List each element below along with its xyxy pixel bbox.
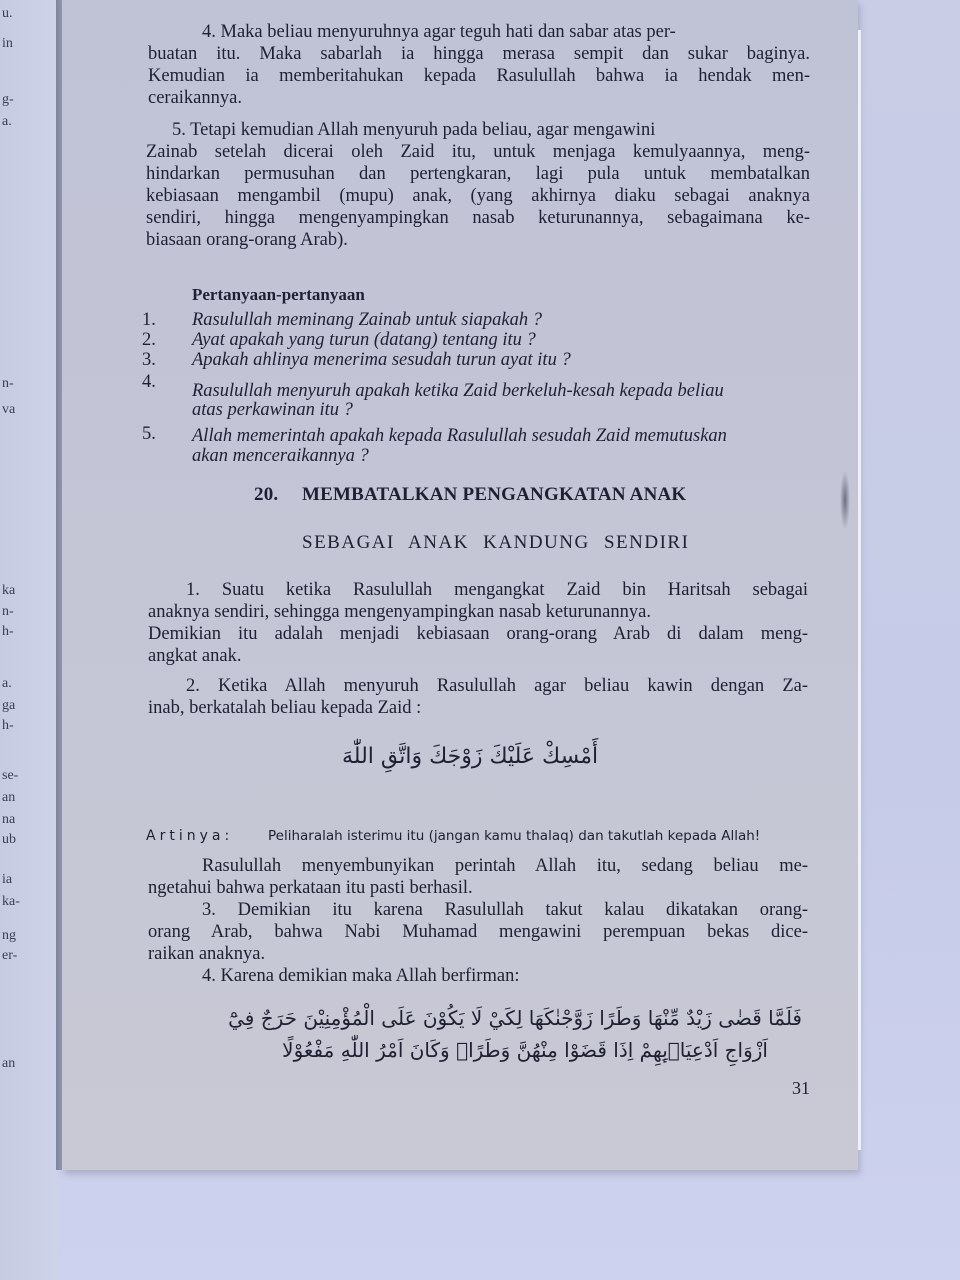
question-text: akan menceraikannya ? <box>192 446 369 466</box>
facing-page-text-fragment: n- <box>2 604 14 619</box>
facing-page-text-fragment: va <box>2 402 16 417</box>
text-line: raikan anaknya. <box>148 944 266 964</box>
facing-page-text-fragment: ga <box>2 698 16 713</box>
text-line: 4. Maka beliau menyuruhnya agar teguh hati dan sabar atas per- <box>202 22 676 42</box>
question-text: atas perkawinan itu ? <box>192 400 353 420</box>
text-line: ceraikannya. <box>148 88 242 108</box>
question-text: Apakah ahlinya menerima sesudah turun ayat itu ? <box>192 350 571 370</box>
question-text: Ayat apakah yang turun (datang) tentang itu ? <box>192 330 536 350</box>
text-line: 5. Tetapi kemudian Allah menyuruh pada beliau, agar mengawini <box>172 120 656 140</box>
text-line: Kemudian ia memberitahukan kepada Rasulullah bahwa ia hendak men- <box>148 66 810 86</box>
text-line: Zainab setelah dicerai oleh Zaid itu, untuk menjaga kemulyaannya, meng- <box>146 142 810 162</box>
text-line: orang Arab, bahwa Nabi Muhamad mengawini perempuan bekas dice- <box>148 922 808 942</box>
facing-page-text-fragment: ub <box>2 832 16 847</box>
facing-page-text-fragment: ng <box>2 928 16 943</box>
questions-title: Pertanyaan-pertanyaan <box>192 285 365 304</box>
facing-page-text-fragment: se- <box>2 768 19 783</box>
facing-page-text-fragment: in <box>2 36 13 51</box>
text-line: buatan itu. Maka sabarlah ia hingga merasa sempit dan sukar baginya. <box>148 44 810 64</box>
page-crease-shadow <box>840 470 850 530</box>
facing-page-text-fragment: ka- <box>2 894 20 909</box>
text-line: hindarkan permusuhan dan pertengkaran, lagi pula untuk membatalkan <box>146 164 810 184</box>
text-line: anaknya sendiri, sehingga mengenyampingkan nasab keturunannya. <box>148 602 651 622</box>
book-page <box>62 0 858 1170</box>
question-number: 2. <box>142 330 156 350</box>
text-line: 1. Suatu ketika Rasulullah mengangkat Zaid bin Haritsah sebagai <box>186 580 808 600</box>
text-line: sendiri, hingga mengenyampingkan nasab keturunannya, sebagaimana ke- <box>146 208 810 228</box>
facing-page-text-fragment: er- <box>2 948 18 963</box>
chapter-number: 20. <box>254 484 279 505</box>
text-line: 2. Ketika Allah menyuruh Rasulullah agar beliau kawin dengan Za- <box>186 676 808 696</box>
facing-page-text-fragment: ia <box>2 872 13 887</box>
question-text: Allah memerintah apakah kepada Rasulullah sesudah Zaid memutuskan <box>192 426 727 446</box>
text-line: angkat anak. <box>148 646 242 666</box>
chapter-paragraph-4: 4. Karena demikian maka Allah berfirman: <box>202 966 520 986</box>
question-number: 1. <box>142 310 156 330</box>
question-number: 3. <box>142 350 156 370</box>
question-number: 4. <box>142 372 156 392</box>
text-line: Rasulullah menyembunyikan perintah Allah itu, sedang beliau me- <box>202 856 808 876</box>
arabic-quote: أَمْسِكْ عَلَيْكَ زَوْجَكَ وَاتَّقِ اللّٰهَ <box>342 744 599 769</box>
facing-page-text-fragment: g- <box>2 92 14 107</box>
translation-label: Artinya: <box>146 828 234 844</box>
text-line: inab, berkatalah beliau kepada Zaid : <box>148 698 422 718</box>
facing-page-edge <box>0 0 58 1280</box>
chapter-title: MEMBATALKAN PENGANGKATAN ANAK <box>302 484 687 505</box>
arabic-verse-line: فَلَمَّا قَضٰى زَيْدٌ مِّنْهَا وَطَرًا زَوَّجْنٰكَهَا لِكَيْ لَا يَكُوْنَ عَلَى الْمُؤْمِنِيْنَ حَرَجٌ فِيْٓ <box>228 1006 802 1030</box>
translation-text: Peliharalah isterimu itu (jangan kamu thalaq) dan takutlah kepada Allah! <box>268 828 761 844</box>
facing-page-text-fragment: a. <box>2 114 12 129</box>
facing-page-text-fragment: ka <box>2 583 16 598</box>
arabic-verse-line: اَزْوَاجِ اَدْعِيَاۤىِٕهِمْ اِذَا قَضَوْا مِنْهُنَّ وَطَرًاۗ وَكَانَ اَمْرُ اللّٰهِ مَفْعُوْلًا <box>282 1038 768 1062</box>
text-line: Demikian itu adalah menjadi kebiasaan orang-orang Arab di dalam meng- <box>148 624 808 644</box>
facing-page-text-fragment: h- <box>2 624 14 639</box>
facing-page-text-fragment: h- <box>2 718 14 733</box>
text-line: biasaan orang-orang Arab). <box>146 230 348 250</box>
page-number: 31 <box>792 1078 810 1098</box>
text-line: ngetahui bahwa perkataan itu pasti berhasil. <box>148 878 473 898</box>
facing-page-text-fragment: an <box>2 790 16 805</box>
text-line: kebiasaan mengambil (mupu) anak, (yang akhirnya diaku sebagai anaknya <box>146 186 810 206</box>
question-text: Rasulullah menyuruh apakah ketika Zaid berkeluh-kesah kepada beliau <box>192 381 724 401</box>
facing-page-text-fragment: an <box>2 1056 16 1071</box>
text-line: 3. Demikian itu karena Rasulullah takut kalau dikatakan orang- <box>202 900 808 920</box>
facing-page-text-fragment: u. <box>2 6 13 21</box>
facing-page-text-fragment: n- <box>2 376 14 391</box>
question-text: Rasulullah meminang Zainab untuk siapakah ? <box>192 310 542 330</box>
question-number: 5. <box>142 424 156 444</box>
facing-page-text-fragment: na <box>2 812 16 827</box>
chapter-subtitle: SEBAGAI ANAK KANDUNG SENDIRI <box>302 532 690 553</box>
facing-page-text-fragment: a. <box>2 676 12 691</box>
